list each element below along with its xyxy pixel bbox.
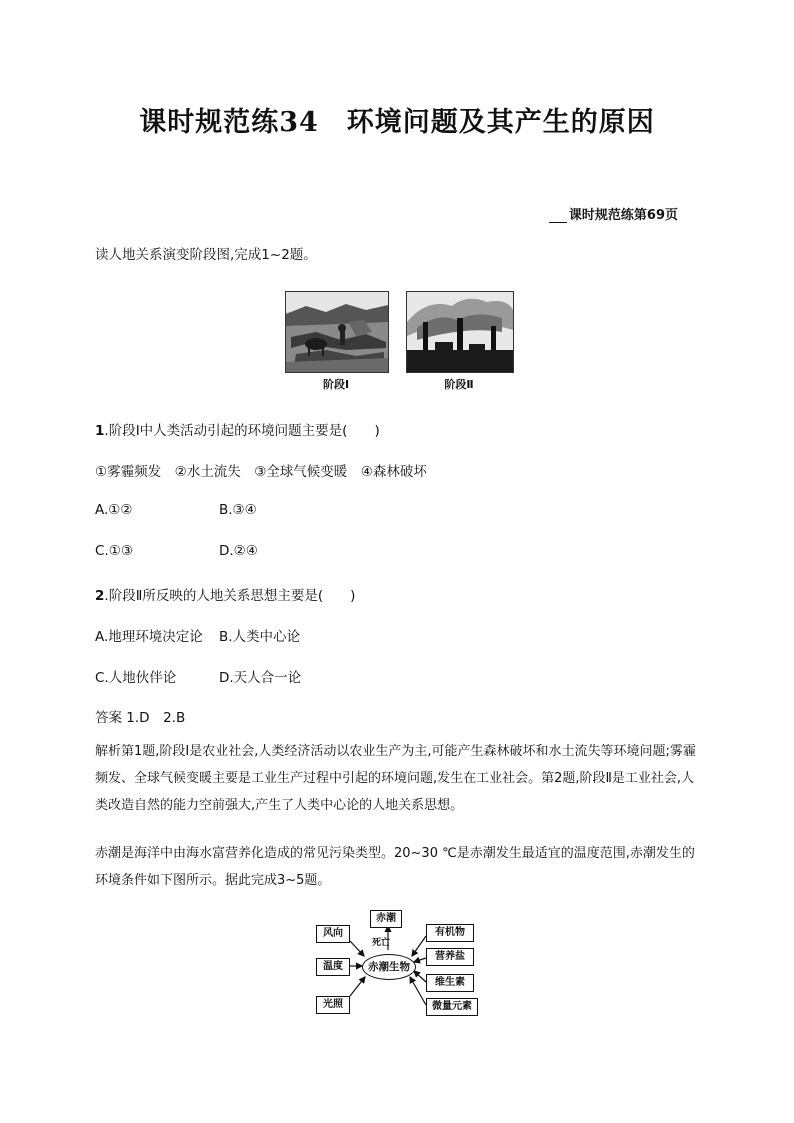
analysis: 解析第1题,阶段Ⅰ是农业社会,人类经济活动以农业生产为主,可能产生森林破坏和水土流失等环境问题;雾霾频发、全球气候变暖主要是工业生产过程中引起的环境问题,发生在工业社会。第2题,阶段Ⅱ是工业社会,人类改造自然的能力空前强大,产生了人类中心论的人地关系思想。 xyxy=(95,744,696,813)
q1-option-b: B.③④ xyxy=(219,502,257,518)
question-1-stem: .阶段Ⅰ中人类活动引起的环境问题主要是( ) xyxy=(104,423,380,439)
intro-1: 读人地关系演变阶段图,完成1~2题。 xyxy=(95,247,317,263)
wind-direction-box: 风向 xyxy=(316,925,350,943)
trace-element-box: 微量元素 xyxy=(426,998,478,1016)
page-reference-text: 课时规范练第69页 xyxy=(568,208,678,223)
answer: 答案 1.D 2.B xyxy=(95,710,186,726)
page-title: 课时规范练34 环境问题及其产生的原因 xyxy=(139,107,655,138)
q1-option-c: C.①③ xyxy=(95,543,133,559)
stage-2-photo xyxy=(406,291,514,373)
stage-2-label: 阶段Ⅱ xyxy=(444,378,474,391)
question-2-number: 2 xyxy=(95,588,105,604)
intro-2: 赤潮是海洋中由海水富营养化造成的常见污染类型。20~30 ℃是赤潮发生最适宜的温度范围,赤潮发生的环境条件如下图所示。据此完成3~5题。 xyxy=(95,846,695,888)
question-2 xyxy=(95,584,355,604)
question-1 xyxy=(95,419,380,439)
question-2-stem: .阶段Ⅱ所反映的人地关系思想主要是( ) xyxy=(104,588,356,604)
death-label: 死亡 xyxy=(372,938,391,948)
red-tide-organism-node: 赤潮生物 xyxy=(362,954,416,980)
organic-matter-box: 有机物 xyxy=(426,924,474,942)
q2-option-a: A.地理环境决定论 xyxy=(95,629,203,645)
question-1-items: ①雾霾频发 ②水土流失 ③全球气候变暖 ④森林破坏 xyxy=(95,464,427,480)
farming-scene-image xyxy=(286,292,388,372)
question-1-number: 1 xyxy=(95,423,105,439)
vitamin-box: 维生素 xyxy=(426,974,474,992)
underline-blank xyxy=(549,210,567,223)
nutrient-salt-box: 营养盐 xyxy=(426,948,474,966)
q1-option-a: A.①② xyxy=(95,502,133,518)
q2-option-d: D.天人合一论 xyxy=(219,670,302,686)
page-reference xyxy=(549,204,678,223)
q2-option-b: B.人类中心论 xyxy=(219,629,301,645)
factory-smoke-image xyxy=(407,292,513,372)
stage-1-photo xyxy=(285,291,389,373)
stage-1-label: 阶段Ⅰ xyxy=(322,378,350,391)
red-tide-box: 赤潮 xyxy=(370,910,402,928)
q2-option-c: C.人地伙伴论 xyxy=(95,670,177,686)
light-box: 光照 xyxy=(316,996,350,1014)
temperature-box: 温度 xyxy=(316,958,350,976)
q1-option-d: D.②④ xyxy=(219,543,258,559)
